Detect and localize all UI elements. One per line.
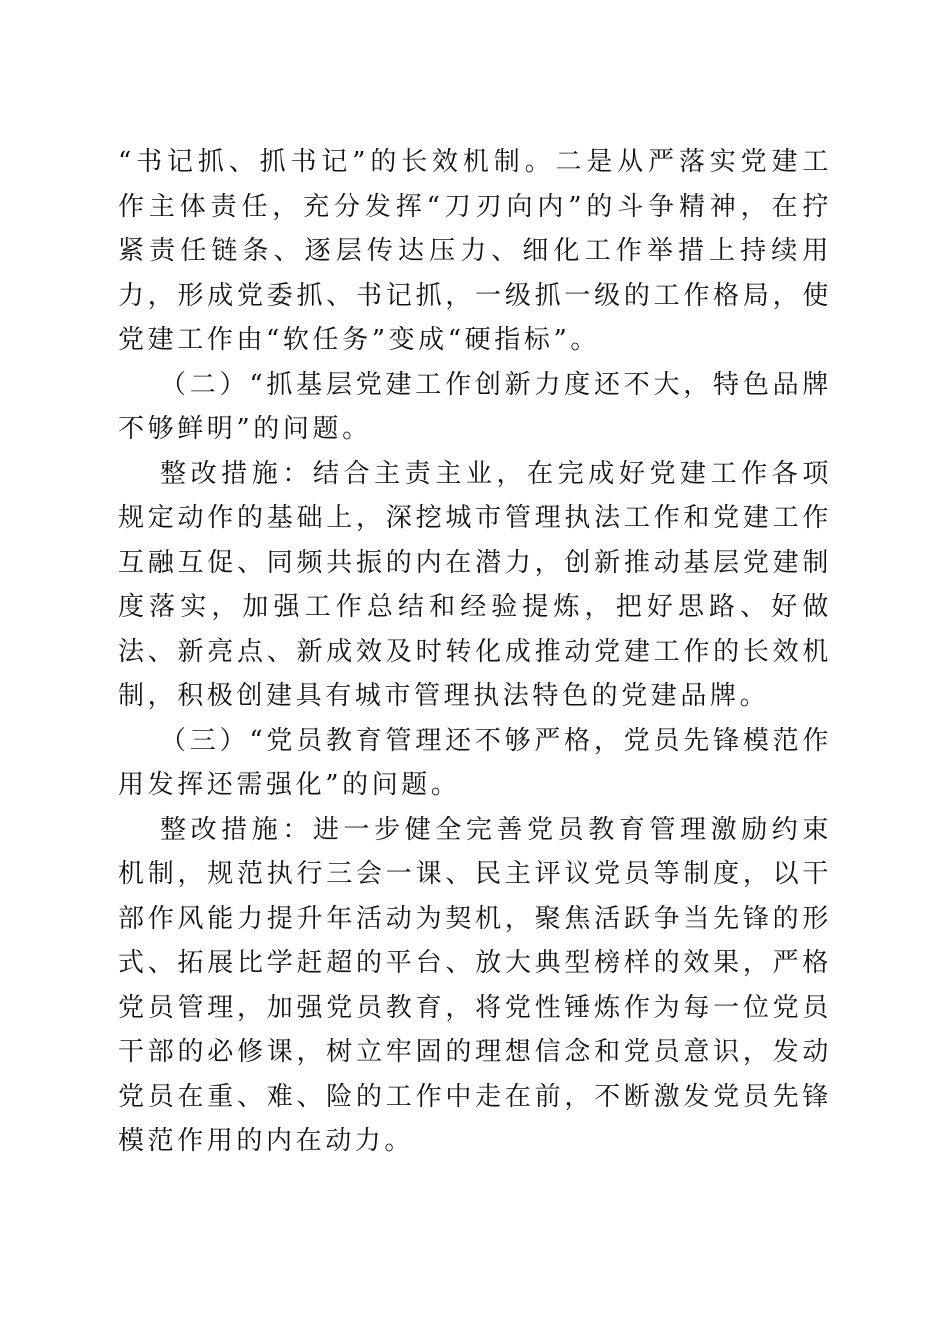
section-heading-3: （三）“党员教育管理还不够严格，党员先锋模范作用发挥还需强化”的问题。 xyxy=(118,725,832,800)
section-heading-2: （二）“抓基层党建工作创新力度还不大，特色品牌不够鲜明”的问题。 xyxy=(118,369,832,444)
body-paragraph-continued: “书记抓、抓书记”的长效机制。二是从严落实党建工作主体责任，充分发挥“刀刃向内”的斗争精神，在拧紧责任链条、逐层传达压力、细化工作举措上持续用力，形成党委抓、书记抓，一级抓一级的工作格局，使党建工作由“软任务”变成“硬指标”。 xyxy=(118,147,832,355)
rectification-measures-3: 整改措施：进一步健全完善党员教育管理激励约束机制，规范执行三会一课、民主评议党员等制度，以干部作风能力提升年活动为契机，聚焦活跃争当先锋的形式、拓展比学赶超的平台、放大典型榜样的效果，严格党员管理，加强党员教育，将党性锤炼作为每一位党员干部的必修课，树立牢固的理想信念和党员意识，发动党员在重、难、险的工作中走在前，不断激发党员先锋模范作用的内在动力。 xyxy=(118,814,832,1156)
rectification-measures-2: 整改措施：结合主责主业，在完成好党建工作各项规定动作的基础上，深挖城市管理执法工作和党建工作互融互促、同频共振的内在潜力，创新推动基层党建制度落实，加强工作总结和经验提炼，把好思路、好做法、新亮点、新成效及时转化成推动党建工作的长效机制，积极创建具有城市管理执法特色的党建品牌。 xyxy=(118,458,832,711)
